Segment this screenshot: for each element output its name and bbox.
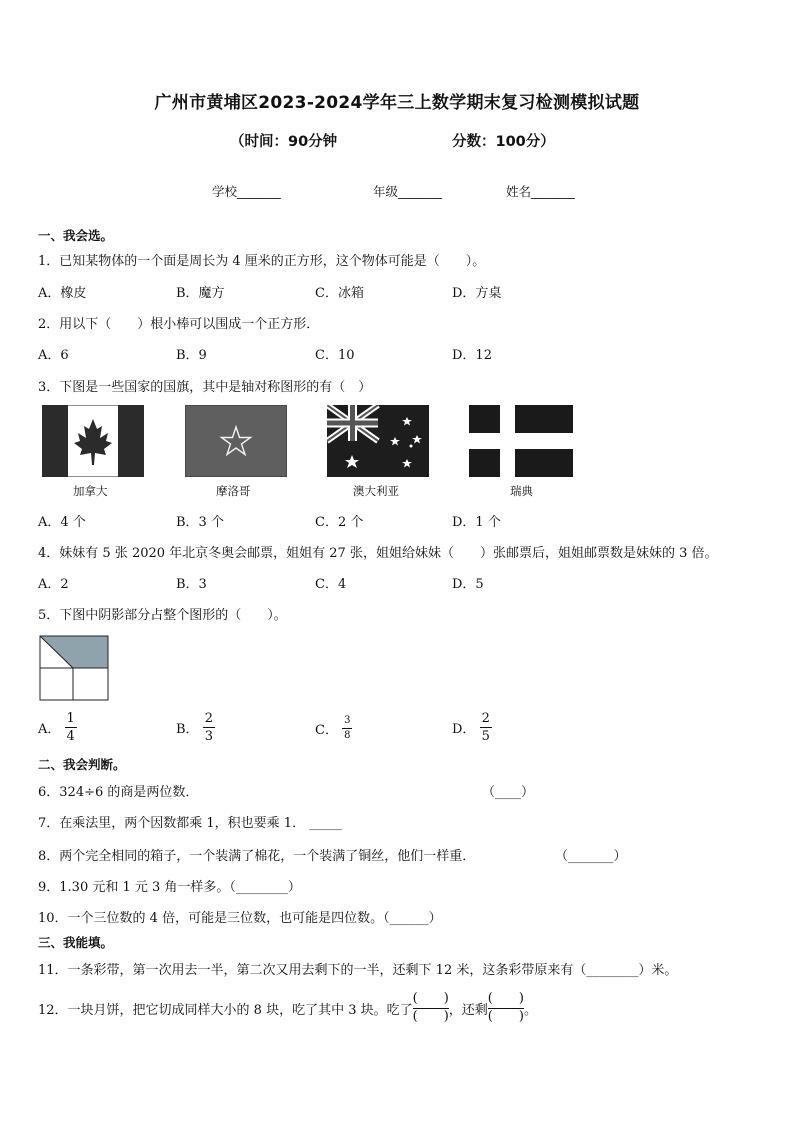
fraction <box>480 712 492 743</box>
morocco-flag <box>185 405 287 477</box>
shaded-square-figure <box>39 635 109 701</box>
numerator: 3 <box>344 715 351 726</box>
option-b: B．3 <box>176 577 207 592</box>
question-12-end: 。 <box>523 1002 537 1018</box>
option-label: A． <box>38 722 61 737</box>
exam-time: （时间：90分钟 <box>230 134 338 150</box>
question-12 <box>38 992 537 1025</box>
fraction-blank-eaten[interactable] <box>413 992 449 1025</box>
sweden-flag <box>469 405 573 477</box>
option-label: C． <box>315 723 338 738</box>
option-c: C．10 <box>315 348 355 363</box>
question-6: 6．324÷6 的商是两位数． <box>38 785 199 800</box>
blank-numerator[interactable]: ( ) <box>487 991 524 1006</box>
question-12-text: 12．一块月饼，把它切成同样大小的 8 块，吃了其中 3 块。吃了 <box>38 1002 413 1018</box>
numerator: 2 <box>204 711 213 726</box>
option-b: B．9 <box>176 348 207 363</box>
option-b: B．3 个 <box>176 515 224 530</box>
option-d: D．5 <box>452 577 484 592</box>
denominator: 5 <box>481 729 490 744</box>
question-3: 3．下图是一些国家的国旗，其中是轴对称图形的有（ ） <box>38 380 372 395</box>
question-4: 4．妹妹有 5 张 2020 年北京冬奥会邮票，姐姐有 27 张，姐姐给妹妹（ ）张邮票后，姐姐邮票数是妹妹的 3 倍。 <box>38 546 718 561</box>
option-c <box>315 716 352 741</box>
answer-blank[interactable]: （_______） <box>555 849 627 864</box>
name-field: 姓名_______ <box>506 184 575 199</box>
flag-label-canada: 加拿大 <box>73 484 108 498</box>
fraction-blank-remaining[interactable] <box>488 992 524 1025</box>
option-label: D． <box>452 722 476 737</box>
option-a: A．橡皮 <box>38 286 87 301</box>
option-label: B． <box>176 722 199 737</box>
flag-label-morocco: 摩洛哥 <box>216 484 251 498</box>
option-d: D．1 个 <box>452 515 501 530</box>
question-10: 10．一个三位数的 4 倍，可能是三位数，也可能是四位数。（______） <box>38 911 442 926</box>
school-field: 学校_______ <box>212 184 281 199</box>
australia-flag <box>327 405 429 477</box>
blank-numerator[interactable]: ( ) <box>412 991 449 1006</box>
option-d: D．12 <box>452 348 492 363</box>
denominator: 3 <box>204 729 213 744</box>
option-b <box>176 712 215 743</box>
page-title: 广州市黄埔区2023-2024学年三上数学期末复习检测模拟试题 <box>154 93 640 113</box>
question-11: 11．一条彩带，第一次用去一半，第二次又用去剩下的一半，还剩下 12 米，这条彩带原来有（________）米。 <box>38 963 678 978</box>
question-2: 2．用以下（ ）根小棒可以围成一个正方形． <box>38 317 320 332</box>
section-heading: 二、我会判断。 <box>38 757 126 772</box>
question-1: 1．已知某物体的一个面是周长为 4 厘米的正方形，这个物体可能是（ ）。 <box>38 254 486 269</box>
flag-label-australia: 澳大利亚 <box>353 484 399 498</box>
blank-denominator[interactable]: ( ) <box>487 1008 524 1024</box>
question-8: 8．两个完全相同的箱子，一个装满了棉花，一个装满了铜丝，他们一样重． <box>38 849 476 864</box>
question-12-middle: ，还剩 <box>448 1002 488 1018</box>
canada-flag <box>42 405 144 477</box>
blank-denominator[interactable]: ( ) <box>412 1008 449 1024</box>
denominator: 4 <box>66 729 75 744</box>
option-d: D．方桌 <box>452 286 502 301</box>
section-heading: 三、我能填。 <box>38 935 114 950</box>
option-c: C．冰箱 <box>315 286 364 301</box>
question-7: 7．在乘法里，两个因数都乘 1，积也要乘 1． _____ <box>38 816 342 831</box>
question-5: 5．下图中阴影部分占整个图形的（ ）。 <box>38 608 287 623</box>
section-heading: 一、我会选。 <box>38 228 114 243</box>
fraction <box>203 712 215 743</box>
option-a: A．4 个 <box>38 515 86 530</box>
numerator: 2 <box>481 711 490 726</box>
option-a: A．6 <box>38 348 69 363</box>
option-a: A．2 <box>38 577 69 592</box>
denominator: 8 <box>344 730 351 741</box>
answer-blank[interactable]: （____） <box>482 785 535 800</box>
option-c: C．4 <box>315 577 347 592</box>
question-9: 9．1.30 元和 1 元 3 角一样多。（________） <box>38 880 301 895</box>
fraction <box>65 712 77 743</box>
option-b: B．魔方 <box>176 286 225 301</box>
flag-label-sweden: 瑞典 <box>510 484 533 498</box>
fraction <box>342 716 352 741</box>
grade-field: 年级_______ <box>373 184 442 199</box>
numerator: 1 <box>66 711 75 726</box>
option-d <box>452 712 492 743</box>
exam-score: 分数：100分） <box>452 134 555 150</box>
option-c: C．2 个 <box>315 515 364 530</box>
option-a <box>38 712 77 743</box>
